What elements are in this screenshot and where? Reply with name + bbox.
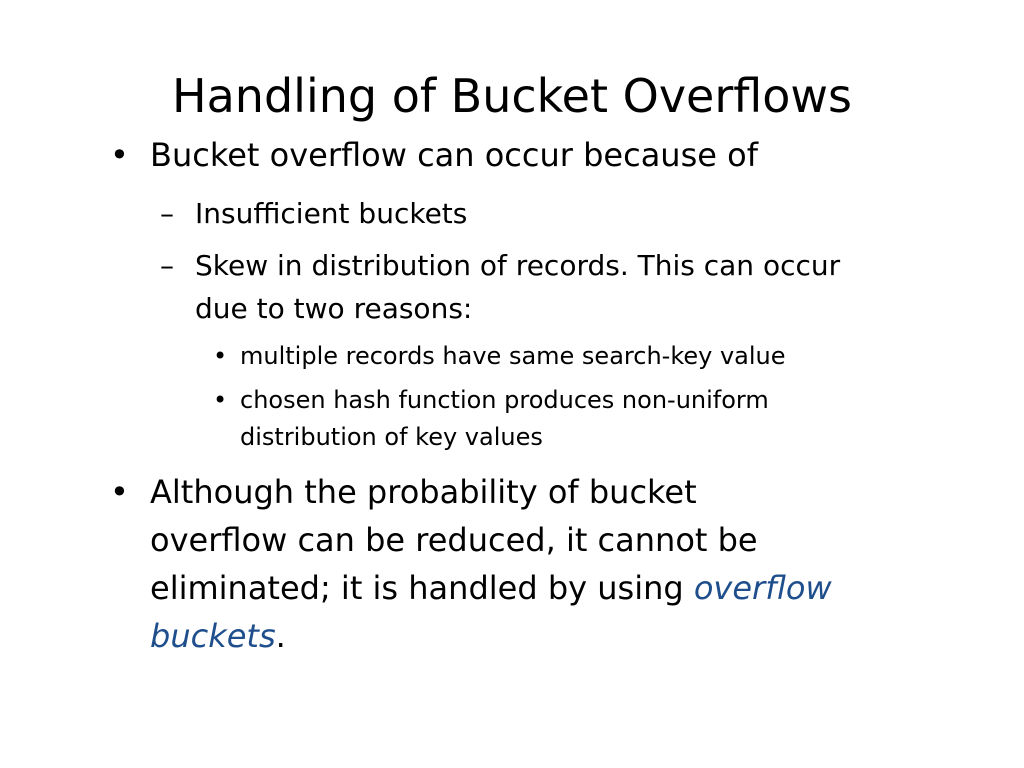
overflow-buckets-emphasis-1: overflow xyxy=(693,569,832,607)
bullet-point-2-line-3-text: eliminated; it is handled by using xyxy=(150,569,694,607)
bullet-point-2-line-4 xyxy=(150,612,286,660)
bullet-marker: • xyxy=(110,136,129,174)
subpoint-skew-line-1: Skew in distribution of records. This can occur xyxy=(195,249,841,282)
reason-hash-function-line-1: chosen hash function produces non-uniform xyxy=(240,386,769,414)
bullet-marker: • xyxy=(110,473,129,511)
reason-hash-function-line-2: distribution of key values xyxy=(240,423,543,451)
bullet-marker-small: • xyxy=(213,342,228,370)
bullet-marker-small: • xyxy=(213,386,228,414)
bullet-point-1: Bucket overflow can occur because of xyxy=(150,136,758,174)
bullet-point-2-line-2: overflow can be reduced, it cannot be xyxy=(150,521,758,559)
bullet-point-2-line-1: Although the probability of bucket xyxy=(150,473,697,511)
subpoint-insufficient-buckets: Insufficient buckets xyxy=(195,197,468,230)
dash-marker: – xyxy=(160,197,174,230)
slide-title: Handling of Bucket Overflows xyxy=(172,69,852,123)
overflow-buckets-emphasis-2: buckets xyxy=(150,617,276,655)
dash-marker: – xyxy=(160,249,174,282)
bullet-point-2-line-3 xyxy=(150,564,832,612)
subpoint-skew-line-2: due to two reasons: xyxy=(195,292,473,325)
reason-same-search-key: multiple records have same search-key value xyxy=(240,342,786,370)
bullet-point-2-period: . xyxy=(275,617,286,655)
